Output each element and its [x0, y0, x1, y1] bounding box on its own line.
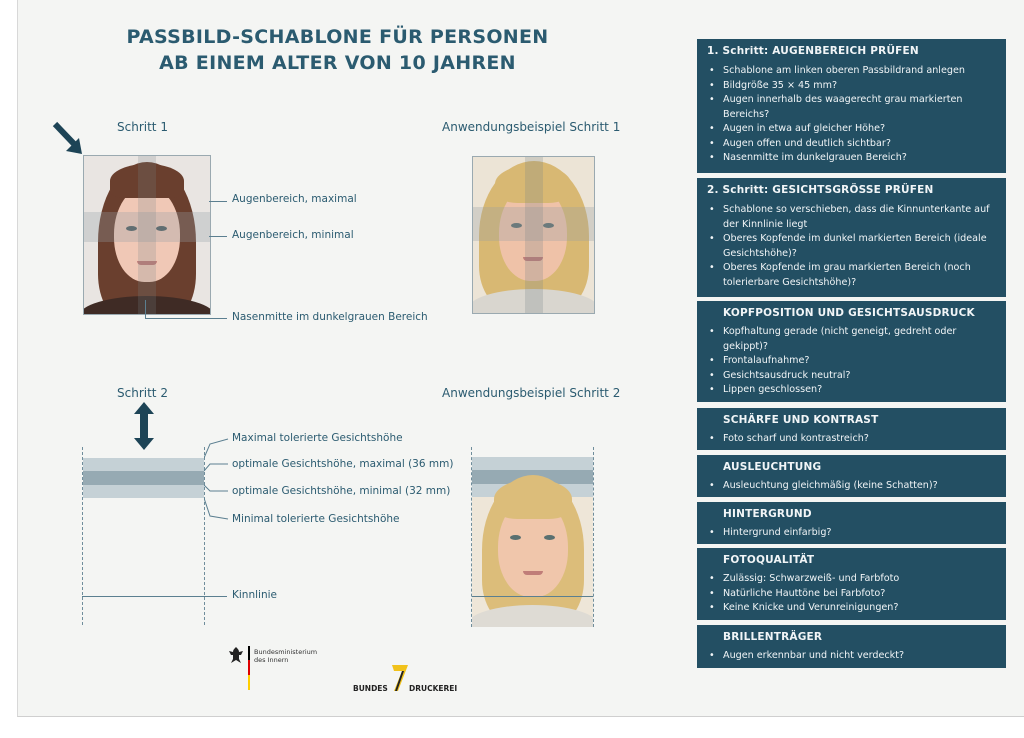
page-title — [125, 24, 550, 76]
panel-item: • Lippen geschlossen? — [707, 383, 1000, 398]
printer-logo-right: DRUCKEREI — [409, 684, 458, 693]
panel-item: • Schablone am linken oberen Passbildrand anlegen — [707, 64, 1000, 79]
federal-eagle-icon — [228, 646, 244, 664]
title-line-1: PASSBILD-SCHABLONE FÜR PERSONEN — [126, 26, 549, 48]
panel-item: • Gesichtsausdruck neutral? — [707, 369, 1000, 384]
panel-item: • Augen erkennbar und nicht verdeckt? — [707, 649, 1000, 664]
german-flag-stripe — [248, 646, 250, 690]
panel-photo-quality — [697, 548, 1006, 620]
panel-head-position — [697, 301, 1006, 402]
step1-example-photo — [472, 156, 595, 314]
annotation-nose: Nasenmitte im dunkelgrauen Bereich — [232, 311, 428, 323]
panel-item: • Foto scharf und kontrastreich? — [707, 432, 1000, 447]
panel-item: • Ausleuchtung gleichmäßig (keine Schatten)? — [707, 479, 1000, 494]
ministry-line-2: des Innern — [254, 656, 289, 664]
step1-template-photo — [83, 155, 211, 315]
tolerated-band-top — [83, 458, 204, 471]
printer-logo-left: BUNDES — [353, 684, 388, 693]
step2-label: Schritt 2 — [117, 386, 168, 400]
chin-line — [82, 596, 205, 597]
ministry-logo-text — [254, 648, 317, 664]
annotation-chin-line: Kinnlinie — [232, 589, 277, 601]
optimal-band — [83, 471, 204, 485]
step1-label: Schritt 1 — [117, 120, 168, 134]
diagonal-arrow-icon — [52, 120, 88, 160]
panel-item: • Schablone so verschieben, dass die Kinnunterkante auf der Kinnlinie liegt — [707, 203, 1000, 232]
vertical-double-arrow-icon — [134, 402, 154, 450]
step2-example-label: Anwendungsbeispiel Schritt 2 — [442, 386, 621, 400]
panel-item: • Hintergrund einfarbig? — [707, 526, 1000, 541]
panel-glasses — [697, 625, 1006, 668]
panel-step2 — [697, 178, 1006, 297]
annotation-leaders — [204, 434, 232, 524]
panel-item: • Oberes Kopfende im grau markierten Bereich (noch tolerierbare Gesichtshöhe)? — [707, 261, 1000, 290]
annotation-eye-min: Augenbereich, minimal — [232, 229, 354, 241]
panel-background — [697, 502, 1006, 544]
panel-heading: SCHÄRFE UND KONTRAST — [723, 414, 879, 426]
panel-item: • Augen in etwa auf gleicher Höhe? — [707, 122, 1000, 137]
panel-item: • Natürliche Hauttöne bei Farbfoto? — [707, 587, 1000, 602]
tolerated-band-bottom — [83, 485, 204, 498]
panel-item: • Augen offen und deutlich sichtbar? — [707, 137, 1000, 152]
step2-example-photo — [472, 457, 593, 627]
panel-item: • Zulässig: Schwarzweiß- und Farbfoto — [707, 572, 1000, 587]
annotation-eye-max: Augenbereich, maximal — [232, 193, 357, 205]
panel-item: • Keine Knicke und Verunreinigungen? — [707, 601, 1000, 616]
title-line-2: AB EINEM ALTER VON 10 JAHREN — [159, 52, 516, 74]
bundesdruckerei-logo — [353, 663, 473, 693]
printer-logo-mark-icon — [390, 663, 410, 693]
panel-item: • Frontalaufnahme? — [707, 354, 1000, 369]
panel-item: • Oberes Kopfende im dunkel markierten Bereich (ideale Gesichtshöhe)? — [707, 232, 1000, 261]
panel-heading: AUSLEUCHTUNG — [723, 461, 822, 473]
panel-heading: FOTOQUALITÄT — [723, 554, 815, 566]
annotation-optimal-max: optimale Gesichtshöhe, maximal (36 mm) — [232, 458, 454, 470]
panel-sharpness — [697, 408, 1006, 450]
panel-heading: BRILLENTRÄGER — [723, 631, 823, 643]
panel-heading: 2. Schritt: GESICHTSGRÖSSE PRÜFEN — [707, 184, 934, 196]
ministry-line-1: Bundesministerium — [254, 648, 318, 656]
panel-lighting — [697, 455, 1006, 497]
panel-item: • Nasenmitte im dunkelgrauen Bereich? — [707, 151, 1000, 166]
step1-example-label: Anwendungsbeispiel Schritt 1 — [442, 120, 621, 134]
annotation-optimal-min: optimale Gesichtshöhe, minimal (32 mm) — [232, 485, 451, 497]
panel-step1 — [697, 39, 1006, 173]
panel-item: • Bildgröße 35 × 45 mm? — [707, 79, 1000, 94]
panel-item: • Augen innerhalb des waagerecht grau markierten Bereichs? — [707, 93, 1000, 122]
panel-heading: 1. Schritt: AUGENBEREICH PRÜFEN — [707, 45, 919, 57]
panel-item: • Kopfhaltung gerade (nicht geneigt, gedreht oder gekippt)? — [707, 325, 1000, 354]
annotation-min-tolerated: Minimal tolerierte Gesichtshöhe — [232, 513, 400, 525]
panel-heading: KOPFPOSITION UND GESICHTSAUSDRUCK — [723, 307, 975, 319]
panel-heading: HINTERGRUND — [723, 508, 812, 520]
annotation-max-tolerated: Maximal tolerierte Gesichtshöhe — [232, 432, 403, 444]
